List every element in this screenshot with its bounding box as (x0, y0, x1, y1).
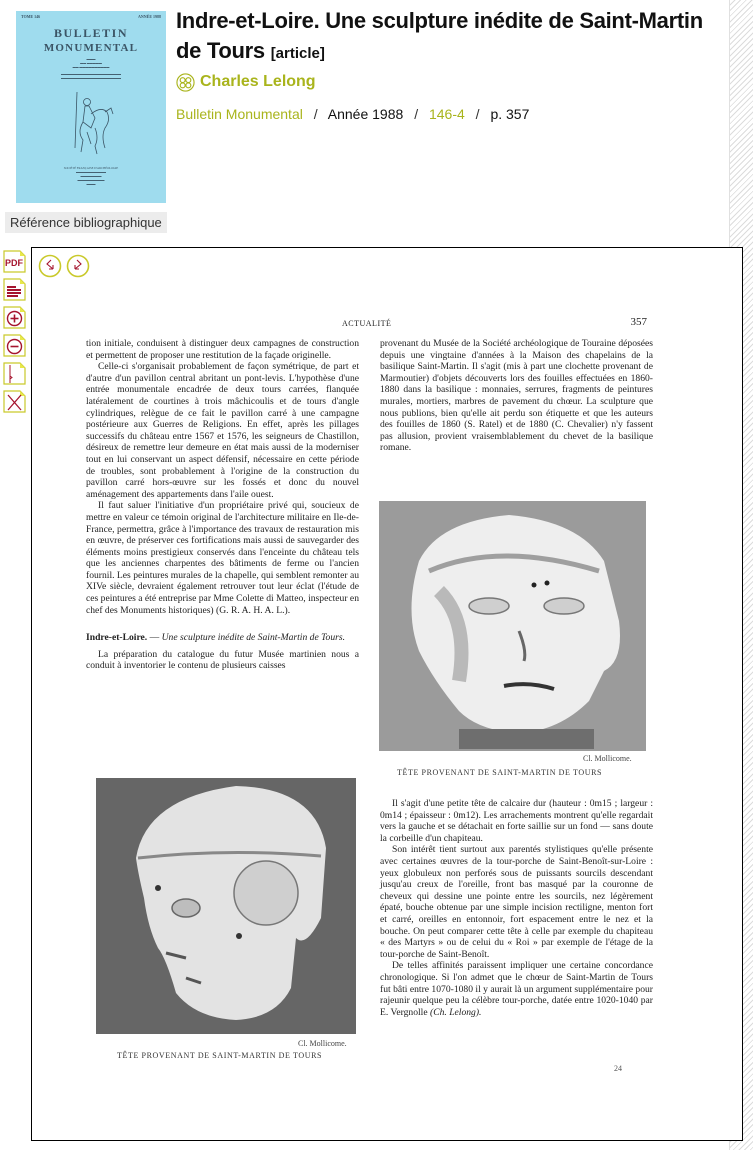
cover-title-2: MONUMENTAL (43, 42, 139, 54)
figure-caption: TÊTE PROVENANT DE SAINT-MARTIN DE TOURS (117, 1051, 323, 1060)
arrow-down-left-icon (38, 254, 62, 278)
photo-credit: Cl. Mollicome. (298, 1039, 347, 1048)
photo-credit: Cl. Mollicome. (583, 754, 632, 763)
close-viewer-button[interactable] (3, 390, 26, 413)
scanned-page (86, 316, 652, 1136)
bibliographic-reference-button[interactable]: Référence bibliographique (5, 212, 167, 233)
close-icon (3, 390, 26, 413)
running-title: ACTUALITÉ (342, 319, 392, 328)
sculpture-photo-frontal (379, 501, 646, 751)
previous-page-button[interactable] (38, 254, 62, 278)
next-page-button[interactable] (66, 254, 90, 278)
zoom-out-icon (3, 334, 26, 357)
figure-caption: TÊTE PROVENANT DE SAINT-MARTIN DE TOURS (397, 768, 603, 777)
arrow-down-right-icon (66, 254, 90, 278)
left-column (86, 338, 359, 672)
page-label: p. 357 (490, 106, 530, 122)
page-navigation (38, 254, 90, 278)
document-viewer (31, 247, 743, 1141)
cover-editors: ▬▬▬ ▬▬ ▬▬▬▬▬ ▬▬ ▬▬▬▬▬▬▬▬▬▬ (72, 57, 110, 69)
signature: (Ch. Lelong). (430, 1006, 482, 1018)
author-row (176, 71, 716, 93)
author-link[interactable]: Charles Lelong (200, 73, 316, 90)
cover-publisher: SOCIÉTÉ FRANÇAISE D'ARCHÉOLOGIE ▬▬▬▬▬▬▬▬▬▬ ▬▬▬▬▬▬▬ ▬▬▬▬▬▬▬▬▬ ▬▬▬ (63, 166, 119, 186)
cover-title-1: BULLETIN (53, 26, 129, 40)
article-title: Indre-et-Loire. Une sculpture inédite de Saint-Martin de Tours [article] (176, 8, 703, 63)
svg-text:PDF: PDF (5, 258, 23, 268)
zoom-in-button[interactable] (3, 306, 26, 329)
breadcrumb-separator: / (414, 106, 419, 122)
paragraph: tion initiale, conduisent à distinguer deux campagnes de construction et permettent de proposer une restitution de la façade originelle. (86, 338, 359, 361)
cover-annee: ANNÉE 1988 (137, 14, 161, 19)
journal-link[interactable]: Bulletin Monumental (176, 106, 303, 122)
sculpture-photo-profile (96, 778, 356, 1034)
page-number: 357 (630, 316, 647, 328)
cover-horseman-illustration (61, 88, 121, 160)
breadcrumb-separator: / (313, 106, 318, 122)
text-lines-icon (3, 278, 26, 301)
pdf-icon (3, 250, 26, 273)
paragraph: De telles affinités paraissent impliquer une certaine concordance chronologique. Si l'on admet que le chœur de Saint-Martin de Tours fut bâti entre 1070-1080 il y aurait là un argument supplémentaire pour rajeunir quelque peu la célèbre tour-porche, datée entre 1020-1040 par E. Vergnolle (Ch. Lelong). (380, 960, 653, 1018)
page-folio: 24 (614, 1064, 622, 1073)
right-column-continued (380, 798, 653, 1018)
citation-breadcrumb (176, 106, 716, 122)
running-head (86, 316, 652, 330)
paragraph: Il faut saluer l'initiative d'un propriétaire privé qui, soucieux de mettre en valeur ce témoin original de l'architecture militaire en Ile-de-France, permettra, grâce à l'importance des travaux de restauration mis en œuvre, de préserver ces fortifications mais aussi de sauvegarder des éléments moins prestigieux conservés dans l'enceinte du château tels que les anciennes charpentes des bâtiments de ferme ou l'ancien fournil. Les peintures murales de la chapelle, qui semblent remonter au XIVe siècle, devraient également retrouver tout leur éclat (l'étude de ces peintures a été entreprise par Mme Colette di Matteo, inspecteur en chef des Monuments historiques) (G. R. A. H. A. L.). (86, 500, 359, 616)
cover-subtitle: ▬▬▬▬▬▬▬▬▬▬▬▬▬▬▬▬▬▬▬▬ ▬▬▬▬▬▬▬▬▬▬▬▬▬▬▬▬▬▬▬▬ (61, 72, 121, 80)
paragraph: Celle-ci s'organisait probablement de façon symétrique, de part et d'autre d'un pavillon central abritant un pont-levis. L'hypothèse d'une entrée monumentale encadrée de deux tours carrées, flanquée latéralement de courtines à trois mâchicoulis et de tours d'angle cylindriques, relègue de ce fait le pavillon carré à une campagne postérieure aux Guerres de Religions. En effet, après les pillages successifs du château entre 1567 et 1576, les seigneurs de Chastillon, désireux de remettre leur demeure en état mais aussi de la moderniser tout en lui conservant un aspect défensif, nécessaire en cette période de troubles, sont probablement à l'origine de la construction du pavillon carré hors-œuvre sur les fossés et donc du nouvel aménagement des appartements dans l'aile ouest. (86, 361, 359, 500)
page-icon (3, 362, 26, 385)
author-network-icon[interactable] (176, 73, 195, 92)
breadcrumb-separator: / (475, 106, 480, 122)
section-heading: Indre-et-Loire. — Une sculpture inédite de Saint-Martin de Tours. (86, 632, 346, 644)
zoom-in-icon (3, 306, 26, 329)
article-type-tag: [article] (270, 45, 325, 62)
article-header (176, 6, 716, 122)
issue-link[interactable]: 146-4 (428, 106, 465, 122)
download-pdf-button[interactable] (3, 250, 26, 273)
right-column (380, 338, 653, 454)
paragraph: Il s'agit d'une petite tête de calcaire dur (hauteur : 0m15 ; largeur : 0m14 ; épaisseur : 0m12). Les arrachements montrent qu'elle regardait vers la gauche et se détachait en forte saillie sur un fond — sans doute la corbeille d'un chapiteau. (380, 798, 653, 844)
paragraph: Son intérêt tient surtout aux parentés stylistiques qu'elle présente avec certaines œuvres de la tour-porche de Saint-Benoît-sur-Loire : yeux globuleux non perforés sous de puissants sourcils descendant jusqu'au creux de l'oreille, front bas masqué par la couronne de cheveux qui dessine une pointe entre les sourcils, nez légèrement épaté, bouche obtenue par une simple incision rectiligne, menton fort et carré, oreilles en entonnoir, fort espacement entre le nez et la bouche. On peut comparer cette tête à celle par exemple du chapiteau « des Martyrs » ou de celui du « Roi » par exemple de l'étage de la tour-porche de Saint-Benoît. (380, 844, 653, 960)
cover-tome: TOME 146 (21, 14, 41, 19)
text-mode-button[interactable] (3, 278, 26, 301)
paragraph: provenant du Musée de la Société archéologique de Touraine déposées depuis une vingtaine d'années à la Maison des chapelains de la basilique Saint-Martin. Il s'agit (mis à part une clochette provenant de Marmoutier) d'objets découverts lors des fouilles effectuées en 1860-1880 dans la basilique : monnaies, serrures, fragments de peintures murales, mortiers, marbres de pavement du chœur. La sculpture que nous publions, bien qu'elle ait perdu son étiquette et que les auteurs des fouilles de 1860 (S. Ratel) et de 1880 (C. Chevalier) n'y fassent pas allusion, provient vraisemblablement du chevet de la basilique romane. (380, 338, 653, 454)
viewer-toolbar (3, 250, 29, 418)
page-view-button[interactable] (3, 362, 26, 385)
paragraph: La préparation du catalogue du futur Musée martinien nous a conduit à inventorier le contenu de plusieurs caisses (86, 648, 359, 672)
zoom-out-button[interactable] (3, 334, 26, 357)
year-label: Année 1988 (327, 106, 404, 122)
journal-cover-thumbnail[interactable] (16, 11, 166, 203)
